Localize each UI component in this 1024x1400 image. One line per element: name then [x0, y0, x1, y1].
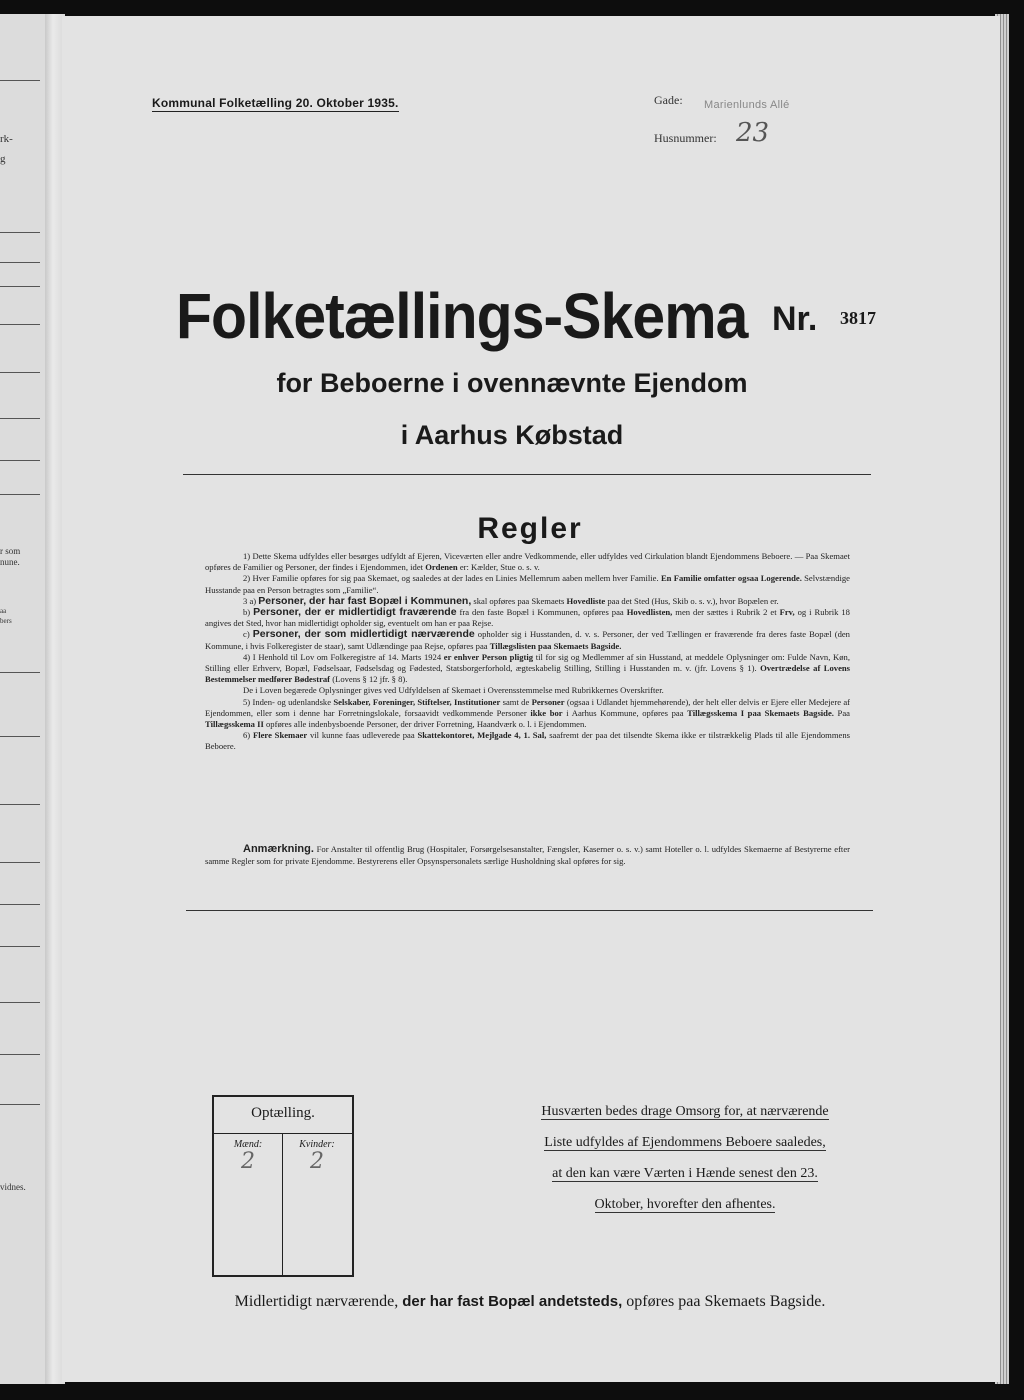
- rules-text: [205, 551, 850, 753]
- women-count: 2: [310, 1149, 324, 1174]
- count-box-title: Optælling.: [251, 1105, 315, 1121]
- remark-label: Anmærkning.: [243, 843, 314, 855]
- margin-fragment: vidnes.: [0, 1182, 26, 1192]
- landlord-notice: [510, 1096, 860, 1220]
- margin-rule: [0, 286, 40, 287]
- rule-3a: 3 a) Personer, der har fast Bopæl i Kommunen, skal opføres paa Skemaets Hovedliste paa det Sted (Hus, Skib o. s. v.), hvor Bopælen er.: [243, 594, 779, 607]
- margin-fragment: g: [0, 153, 6, 165]
- street-label: Gade:: [654, 93, 683, 107]
- margin-rule: [0, 324, 40, 325]
- notice-line: Liste udfyldes af Ejendommens Beboere saaledes,: [544, 1135, 826, 1150]
- footer-note: [0, 1293, 1024, 1311]
- margin-rule: [0, 232, 40, 233]
- house-number-value: 23: [736, 118, 770, 148]
- margin-rule: [0, 418, 40, 419]
- men-count: 2: [241, 1149, 255, 1174]
- margin-rule: [0, 80, 40, 81]
- form-title: Folketællings-Skema: [176, 280, 748, 352]
- footer-emphasis: der har fast Bopæl andetsteds,: [402, 1293, 623, 1310]
- notice-line: at den kan være Værten i Hænde senest den 23.: [552, 1166, 818, 1181]
- street-value: Marienlunds Allé: [704, 99, 790, 111]
- margin-fragment: bers: [0, 617, 12, 625]
- form-subtitle: for Beboerne i ovennævnte Ejendom: [276, 368, 748, 398]
- house-number-label: Husnummer:: [654, 131, 717, 145]
- margin-rule: [0, 460, 40, 461]
- rules-heading: Regler: [477, 512, 583, 545]
- margin-rule: [0, 494, 40, 495]
- notice-line: Husværten bedes drage Omsorg for, at nærværende: [541, 1104, 829, 1119]
- rule-3c: c) Personer, der som midlertidigt nærværende opholder sig i Husstanden, d. v. s. Personer, der ved Tællingen er fraværende fra deres faste Bopæl (den Kommune, i hvis Folkeregister de staar), samt Udlændinge paa Rejse, opføres paa Tillægslisten paa Skemaets Bagside.: [205, 628, 850, 651]
- rule-6: 6) Flere Skemaer vil kunne faas udleverede paa Skattekontoret, Mejlgade 4, 1. Sal, saafremt der paa det tilsendte Skema ikke er tilstrækkelig Plads til alle Ejendommens Beboere.: [205, 730, 850, 752]
- left-page-margin: [0, 14, 45, 1384]
- rule-5: 5) Inden- og udenlandske Selskaber, Foreninger, Stiftelser, Institutioner samt de Personer (ogsaa i Udlandet hjemmehørende), der helt eller delvis er Ejere eller Medejere af Ejendommen, eller som i denne har Forretningslokale, forsaavidt vedkommende Personer ikke bor i Aarhus Kommune, opføres paa Tillægsskema I paa Skemaets Bagside. Paa Tillægsskema II opføres alle indenbysboende Personer, der driver Forretning, Haandværk o. l. i Ejendommen.: [205, 696, 851, 730]
- margin-rule: [0, 1002, 40, 1003]
- margin-rule: [0, 736, 40, 737]
- margin-rule: [0, 804, 40, 805]
- rule-2: 2) Hver Familie opføres for sig paa Skemaet, og saaledes at der lades en Linies Mellemrum aaben mellem hver Familie. En Familie omfatter ogsaa Logerende. Selvstændige Husstande paa en Person betragtes som „Familie“.: [205, 573, 850, 595]
- margin-fragment: aa: [0, 607, 7, 615]
- margin-rule: [0, 1054, 40, 1055]
- margin-rule: [0, 672, 40, 673]
- footer-part: opføres paa Skemaets Bagside.: [626, 1293, 826, 1310]
- margin-fragment: r som: [0, 546, 21, 556]
- margin-rule: [0, 1104, 40, 1105]
- rule-4: 4) I Henhold til Lov om Folkeregistre af 14. Marts 1924 er enhver Person pligtig til for sig og Medlemmer af sin Husstand, at meddele Oplysninger om: Fulde Navn, Køn, Stilling eller Erhverv, Bopæl, Fødselsaar, Fødselsdag og Fødested, Statsborgerforhold, ægteskabelig Stilling, Stilling i Husstanden m. v. (jfr. Lovens § 1). Overtrædelse af Lovens Bestemmelser medfører Bødestraf (Lovens § 12 jfr. § 8).: [205, 651, 851, 685]
- rule-1: 1) Dette Skema udfyldes eller besørges udfyldt af Ejeren, Viceværten eller andre Vedkommende, eller udfyldes ved Cirkulation blandt Ejendommens Beboere. — Paa Skemaet opføres de Familier og Personer, der findes i Ejendommen, idet Ordenen er: Kælder, Stue o. s. v.: [205, 551, 850, 573]
- rule-3b: b) Personer, der er midlertidigt fraværende fra den faste Bopæl i Kommunen, opføres paa Hovedlisten, men der sættes i Rubrik 2 et Frv, og i Rubrik 18 angives det Sted, hvor han midlertidigt opholder sig, eventuelt om han er paa Rejse.: [205, 606, 850, 629]
- margin-rule: [0, 862, 40, 863]
- rule-4-note: De i Loven begærede Oplysninger gives ved Udfyldelsen af Skemaet i Overensstemmelse med Rubrikkernes Overskrifter.: [243, 685, 664, 696]
- form-number-label: Nr.: [772, 300, 818, 338]
- margin-fragment: nune.: [0, 557, 20, 567]
- remark-body: For Anstalter til offentlig Brug (Hospitaler, Forsørgelsesanstalter, Fængsler, Kaserner o. s. v.) samt Hoteller o. l. udfyldes Skemaerne af Bestyrerne efter samme Regler som for private Ejendomme. Bestyrerens eller Opsynspersonalets særlige Husholdning skal opføres for sig.: [205, 844, 850, 866]
- footer-part: Midlertidigt nærværende,: [234, 1293, 399, 1310]
- notice-line: Oktober, hvorefter den afhentes.: [594, 1197, 776, 1212]
- census-heading: Kommunal Folketælling 20. Oktober 1935.: [152, 96, 399, 110]
- men-label: Mænd:: [233, 1139, 263, 1150]
- count-box-rule: [214, 1133, 352, 1134]
- remark-text: [205, 844, 850, 867]
- form-city: i Aarhus Købstad: [400, 420, 624, 450]
- margin-fragment: rk-: [0, 133, 13, 145]
- form-number-value: 3817: [840, 308, 876, 328]
- divider: [183, 474, 871, 475]
- margin-rule: [0, 904, 40, 905]
- divider: [186, 910, 873, 911]
- margin-rule: [0, 262, 40, 263]
- count-box: [212, 1095, 354, 1277]
- margin-rule: [0, 946, 40, 947]
- women-label: Kvinder:: [299, 1139, 335, 1150]
